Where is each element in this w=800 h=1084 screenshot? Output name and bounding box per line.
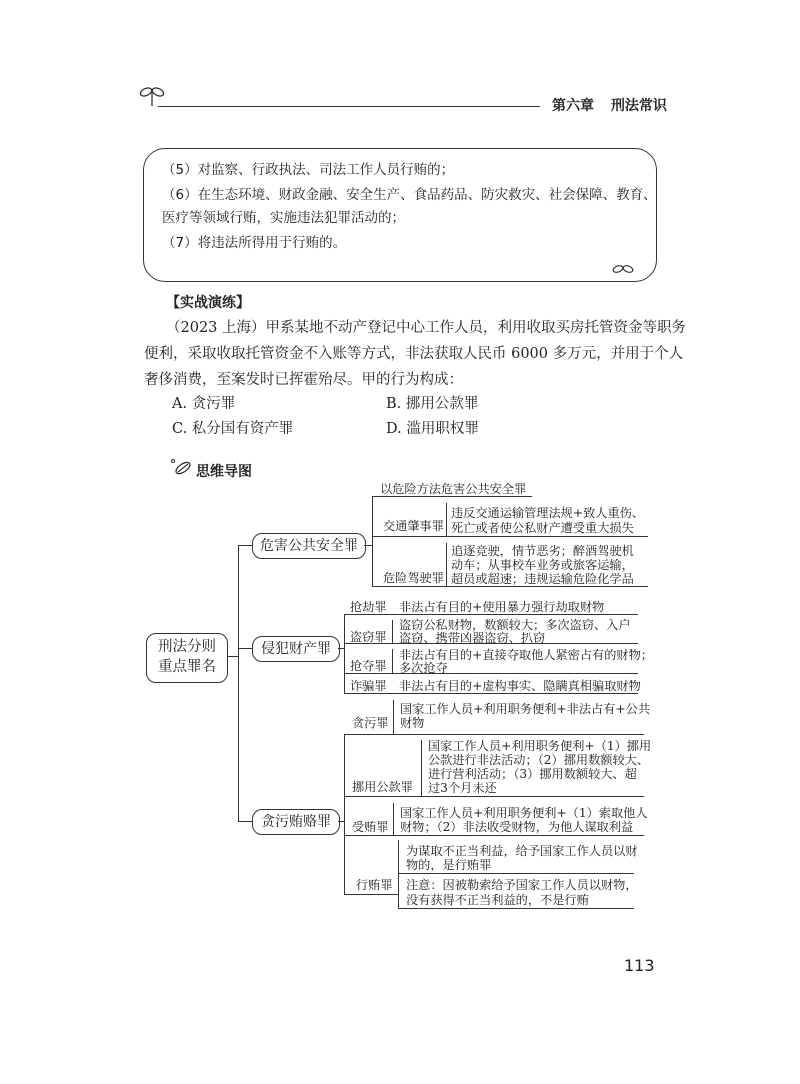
pencil-icon (170, 458, 192, 476)
connector (238, 545, 252, 546)
note-line: （6）在生态环境、财政金融、安全生产、食品药品、防灾救灾、社会保障、教育、 (162, 187, 657, 203)
crime-desc: 违反交通运输管理法规+致人重伤、 (451, 506, 645, 520)
crime-desc: 国家工作人员+利用职务便利+非法占有+公共 (400, 702, 651, 716)
question-line: （2023 上海）甲系某地不动产登记中心工作人员，利用收取买房托管资金等职务 (166, 320, 687, 336)
note-line: （7）将违法所得用于行贿的。 (162, 235, 347, 251)
connector (372, 496, 373, 586)
option-a: A. 贪污罪 (172, 396, 236, 412)
crime-desc: 死亡或者使公私财产遭受重大损失 (451, 521, 634, 535)
crime-label: 交通肇事罪 (383, 519, 444, 533)
crime-desc: 财物 (400, 716, 425, 730)
header-rule (158, 106, 540, 107)
connector (228, 656, 238, 657)
crime-desc: 过3个月未还 (428, 781, 497, 795)
crime-label: 抢劫罪 (350, 600, 387, 614)
connector (446, 543, 447, 587)
question-line: 便利，采取收取托管资金不入账等方式，非法获取人民币 6000 多万元，并用于个人 (144, 346, 684, 362)
option-c: C. 私分国有资产罪 (172, 421, 294, 437)
crime-label: 受贿罪 (352, 820, 389, 834)
crime-label: 以危险方法危害公共安全罪 (380, 482, 527, 496)
crime-desc: 非法占有目的+使用暴力强行劫取财物 (399, 600, 605, 614)
connector (238, 545, 239, 822)
chapter-header (552, 95, 667, 115)
mindmap-root (146, 633, 228, 683)
page-number: 113 (624, 956, 655, 975)
note-line: （5）对监察、行政执法、司法工作人员行贿的； (162, 162, 455, 178)
crime-desc: 盗窃、携带凶器盗窃、扒窃 (399, 631, 546, 645)
note-box (143, 148, 657, 282)
connector (344, 734, 345, 894)
connector (446, 503, 447, 537)
connector (344, 614, 345, 694)
connector (392, 649, 393, 674)
branch-public-safety: 危害公共安全罪 (252, 533, 366, 559)
connector (238, 648, 252, 649)
crime-desc: 国家工作人员+利用职务便利+（1）索取他人 (400, 806, 648, 820)
connector (393, 700, 394, 735)
connector (393, 803, 394, 836)
underline (344, 673, 638, 674)
branch-corruption: 贪污贿赂罪 (252, 809, 340, 835)
crime-note: 注意：因被勒索给予国家工作人员以财物， (406, 878, 638, 892)
chapter-number: 第六章 (552, 98, 594, 114)
root-line: 重点罪名 (158, 659, 216, 675)
crime-desc: 财物；（2）非法收受财物，为他人谋取利益 (400, 820, 634, 834)
crime-label: 贪污罪 (352, 716, 389, 730)
crime-label: 诈骗罪 (350, 679, 387, 693)
crime-desc: 进行营利活动；（3）挪用数额较大、超 (428, 767, 637, 781)
underline (344, 894, 398, 895)
crime-note: 没有获得不正当利益的，不是行贿 (406, 893, 589, 907)
connector (421, 740, 422, 797)
option-b: B. 挪用公款罪 (386, 396, 479, 412)
question-line: 奢侈消费，至案发时已挥霍殆尽。甲的行为构成： (144, 372, 463, 388)
underline (372, 536, 648, 537)
option-d: D. 滥用职权罪 (386, 421, 479, 437)
crime-desc: 为谋取不正当利益，给予国家工作人员以财 (406, 844, 638, 858)
underline (344, 734, 644, 735)
crime-label: 盗窃罪 (350, 630, 387, 644)
underline (344, 835, 644, 836)
underline (398, 908, 634, 909)
crime-desc: 追逐竞驶，情节恶劣；醉酒驾驶机 (451, 544, 634, 558)
note-line: 医疗等领域行贿，实施违法犯罪活动的； (162, 210, 405, 226)
crime-desc: 国家工作人员+利用职务便利+（1）挪用 (428, 739, 652, 753)
practice-heading: 【实战演练】 (166, 295, 250, 311)
crime-desc: 多次抢夺 (399, 661, 448, 675)
crime-desc: 非法占有目的+直接夺取他人紧密占有的财物； (399, 648, 653, 662)
chapter-title: 刑法常识 (610, 98, 667, 114)
connector (238, 821, 252, 822)
leaf-icon (612, 262, 634, 276)
branch-property: 侵犯财产罪 (252, 636, 340, 662)
root-line: 刑法分则 (158, 639, 216, 655)
crime-desc: 超员或超速；违规运输危险化学品 (451, 572, 634, 586)
crime-label: 挪用公款罪 (352, 780, 413, 794)
crime-desc: 非法占有目的+虚构事实、隐瞒真相骗取财物 (399, 679, 641, 693)
crime-label: 抢夺罪 (350, 659, 387, 673)
crime-label: 行贿罪 (356, 878, 393, 892)
crime-label: 危险驾驶罪 (383, 571, 444, 585)
mindmap-heading: 思维导图 (196, 464, 252, 480)
connector (392, 620, 393, 644)
connector (364, 545, 372, 546)
crime-desc: 物的，是行贿罪 (406, 858, 492, 872)
crime-desc: 盗窃公私财物，数额较大；多次盗窃、入户 (399, 618, 631, 632)
crime-desc: 公款进行非法活动；（2）挪用数额较大、 (428, 753, 650, 767)
crime-desc: 动车；从事校车业务或旅客运输， (451, 558, 634, 572)
underline (344, 796, 644, 797)
underline (398, 873, 634, 874)
